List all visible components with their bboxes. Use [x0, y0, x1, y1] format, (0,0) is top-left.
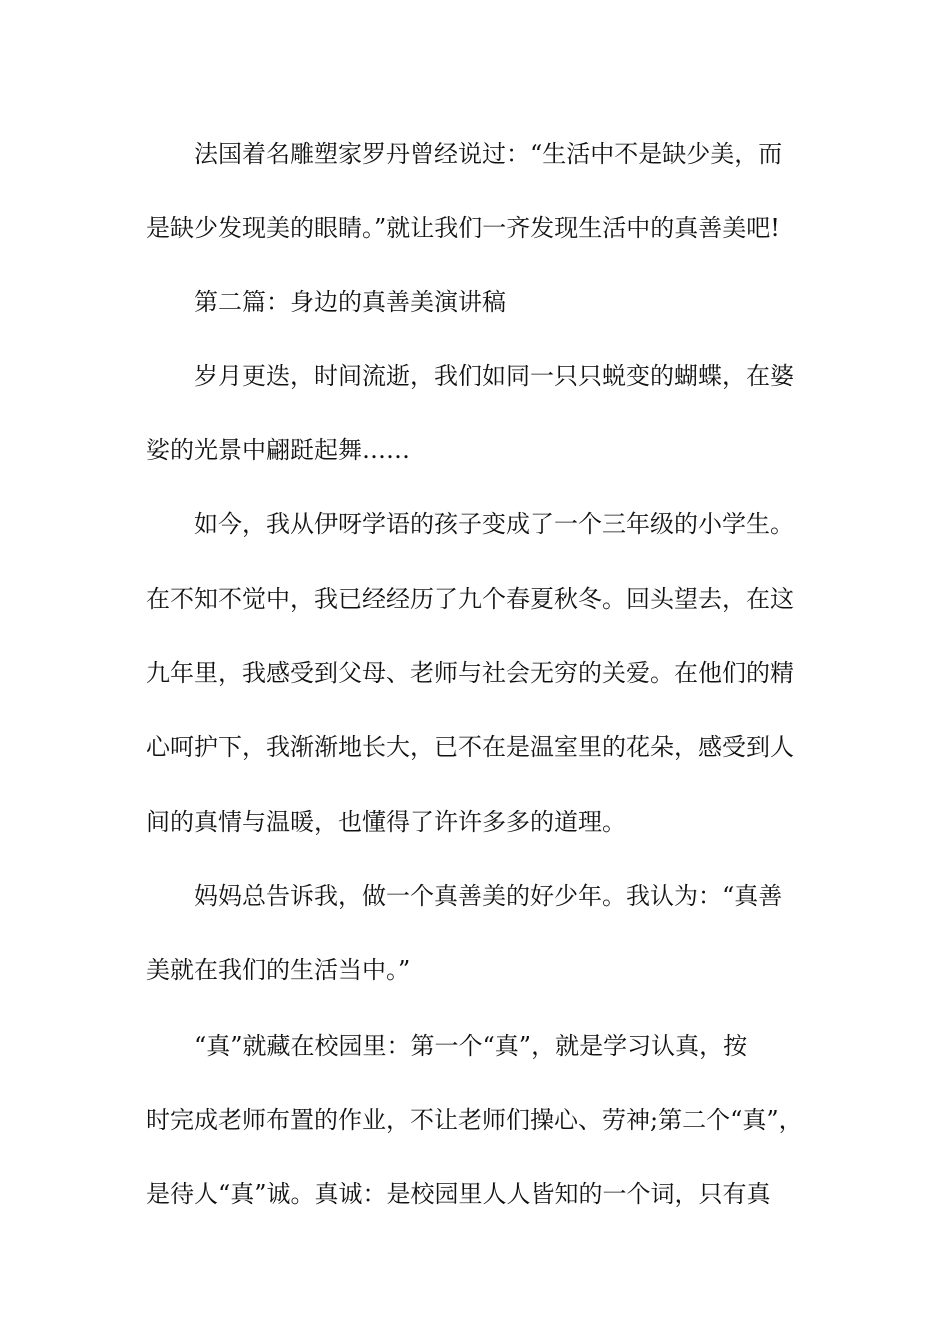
- paragraph-line: 法国着名雕塑家罗丹曾经说过：“生活中不是缺少美，而: [194, 140, 783, 168]
- section-heading: 第二篇：身边的真善美演讲稿: [194, 288, 506, 316]
- paragraph-line: 间的真情与温暖，也懂得了许许多多的道理。: [146, 808, 626, 836]
- paragraph-line: 娑的光景中翩跹起舞……: [146, 436, 410, 464]
- paragraph-line: 心呵护下，我渐渐地长大，已不在是温室里的花朵，感受到人: [146, 733, 794, 761]
- paragraph-line: 是待人“真”诚。真诚：是校园里人人皆知的一个词，只有真: [146, 1180, 771, 1208]
- paragraph-line: 是缺少发现美的眼睛。”就让我们一齐发现生活中的真善美吧!: [146, 214, 780, 242]
- paragraph-line: 时完成老师布置的作业，不让老师们操心、劳神;第二个“真”，: [146, 1106, 803, 1134]
- paragraph-line: 在不知不觉中，我已经经历了九个春夏秋冬。回头望去，在这: [146, 585, 794, 613]
- paragraph-line: 美就在我们的生活当中。”: [146, 956, 411, 984]
- paragraph-line: 岁月更迭，时间流逝，我们如同一只只蜕变的蝴蝶，在婆: [194, 362, 794, 390]
- paragraph-line: 九年里，我感受到父母、老师与社会无穷的关爱。在他们的精: [146, 659, 794, 687]
- paragraph-line: 妈妈总告诉我，做一个真善美的好少年。我认为：“真善: [194, 882, 783, 910]
- paragraph-line: “真”就藏在校园里：第一个“真”，就是学习认真，按: [194, 1032, 748, 1060]
- paragraph-line: 如今，我从伊呀学语的孩子变成了一个三年级的小学生。: [194, 510, 794, 538]
